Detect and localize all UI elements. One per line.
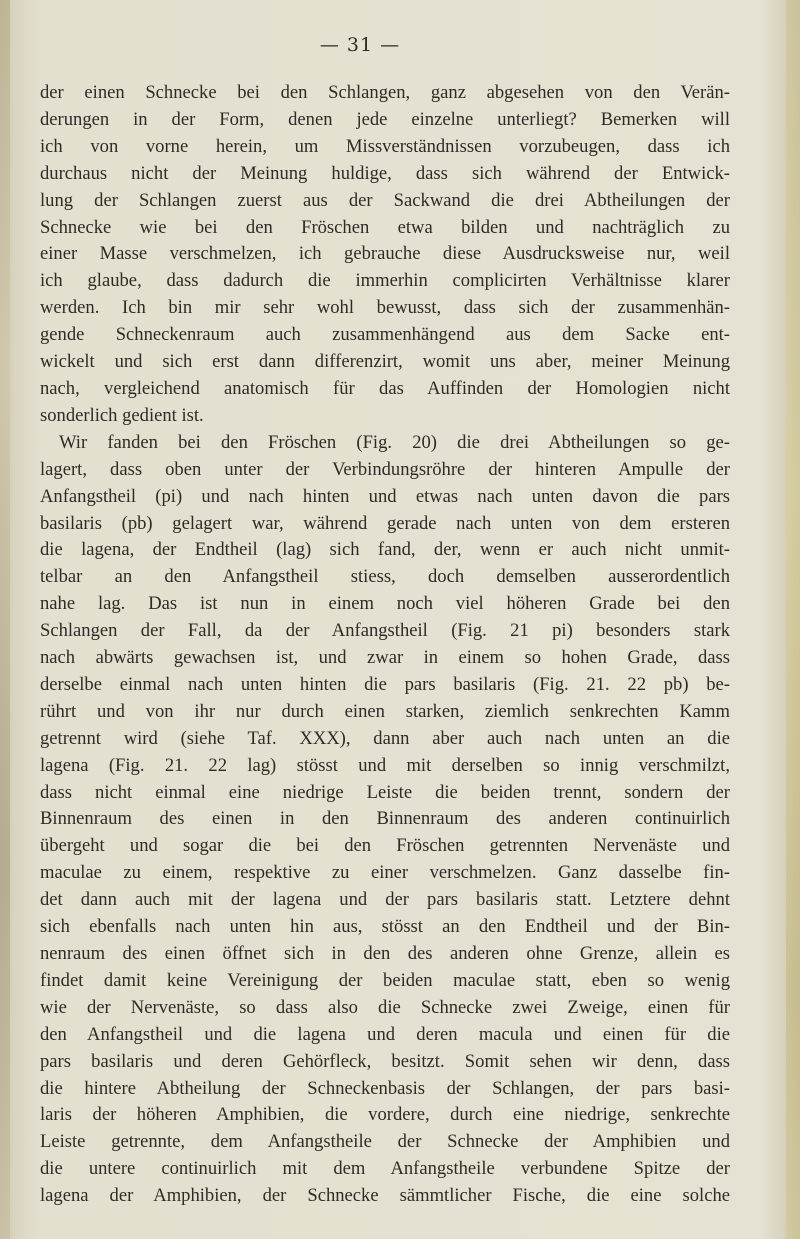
text-line: durchaus nicht der Meinung huldige, dass sich während der Entwick- [40, 162, 730, 184]
text-line: Schlangen der Fall, da der Anfangstheil (Fig. 21 pi) besonders stark [40, 620, 730, 642]
text-line: werden. Ich bin mir sehr wohl bewusst, dass sich der zusammenhän- [40, 297, 730, 319]
text-line: wickelt und sich erst dann differenzirt, womit uns aber, meiner Meinung [40, 351, 730, 373]
text-line: Schnecke wie bei den Fröschen etwa bilden und nachträglich zu [40, 216, 730, 238]
text-line: det dann auch mit der lagena und der pars basilaris statt. Letztere dehnt [40, 889, 730, 911]
text-line: lung der Schlangen zuerst aus der Sackwand die drei Abtheilungen der [40, 189, 730, 211]
text-line: gende Schneckenraum auch zusammenhängend aus dem Sacke ent- [40, 324, 730, 346]
text-line: wie der Nervenäste, so dass also die Schnecke zwei Zweige, einen für [40, 996, 730, 1018]
text-line: einer Masse verschmelzen, ich gebrauche diese Ausdrucksweise nur, weil [40, 243, 730, 265]
text-line: sonderlich gedient ist. [40, 404, 204, 426]
text-line: den Anfangstheil und die lagena und deren macula und einen für die [40, 1023, 730, 1045]
page-number: — 31 — [319, 34, 401, 56]
text-line: die hintere Abtheilung der Schneckenbasis der Schlangen, der pars basi- [40, 1077, 730, 1099]
text-line: nenraum des einen öffnet sich in den des anderen ohne Grenze, allein es [40, 943, 730, 964]
text-line: dass nicht einmal eine niedrige Leiste die beiden trennt, sondern der [40, 781, 730, 803]
text-line: Binnenraum des einen in den Binnenraum des anderen continuirlich [40, 808, 730, 830]
text-line: Anfangstheil (pi) und nach hinten und etwas nach unten davon die pars [40, 485, 730, 507]
text-line: Leiste getrennte, dem Anfangstheile der Schnecke der Amphibien und [40, 1131, 730, 1153]
text-line: sich ebenfalls nach unten hin aus, stösst an den Endtheil und der Bin- [40, 916, 730, 938]
text-line: lagena der Amphibien, der Schnecke sämmtlicher Fische, die eine solche [40, 1185, 730, 1207]
text-line: Wir fanden bei den Fröschen (Fig. 20) die drei Abtheilungen so ge- [59, 431, 730, 453]
text-line: ich glaube, dass dadurch die immerhin complicirten Verhältnisse klarer [40, 270, 730, 292]
page-edge-right [786, 0, 800, 1239]
text-line: rührt und von ihr nur durch einen starken, ziemlich senkrechten Kamm [40, 700, 730, 722]
text-line: derselbe einmal nach unten hinten die pars basilaris (Fig. 21. 22 pb) be- [40, 673, 730, 695]
text-line: übergeht und sogar die bei den Fröschen getrennten Nervenäste und [40, 835, 730, 857]
text-line: getrennt wird (siehe Taf. XXX), dann aber auch nach unten an die [40, 727, 730, 749]
text-line: nach abwärts gewachsen ist, und zwar in einem so hohen Grade, dass [40, 647, 730, 669]
text-line: basilaris (pb) gelagert war, während gerade nach unten von dem ersteren [40, 512, 730, 534]
text-line: lagert, dass oben unter der Verbindungsröhre der hinteren Ampulle der [40, 458, 730, 480]
text-line: nach, vergleichend anatomisch für das Auffinden der Homologien nicht [40, 377, 730, 399]
text-line: lagena (Fig. 21. 22 lag) stösst und mit derselben so innig verschmilzt, [40, 754, 730, 776]
text-line: maculae zu einem, respektive zu einer verschmelzen. Ganz dasselbe fin- [40, 862, 730, 884]
page-edge-left [0, 0, 10, 1239]
body-text [40, 80, 730, 1210]
text-line: findet damit keine Vereinigung der beiden maculae statt, eben so wenig [40, 969, 730, 991]
text-line: nahe lag. Das ist nun in einem noch viel höheren Grade bei den [40, 593, 730, 615]
text-line: die lagena, der Endtheil (lag) sich fand, der, wenn er auch nicht unmit- [40, 539, 730, 561]
text-line: die untere continuirlich mit dem Anfangstheile verbundene Spitze der [40, 1158, 730, 1180]
text-line: pars basilaris und deren Gehörfleck, besitzt. Somit sehen wir denn, dass [40, 1050, 730, 1072]
text-line: telbar an den Anfangstheil stiess, doch demselben ausserordentlich [40, 566, 730, 588]
text-line: der einen Schnecke bei den Schlangen, ganz abgesehen von den Verän- [40, 82, 730, 103]
text-line: laris der höheren Amphibien, die vordere, durch eine niedrige, senkrechte [40, 1104, 730, 1126]
text-line: ich von vorne herein, um Missverständnissen vorzubeugen, dass ich [40, 135, 730, 157]
text-line: derungen in der Form, denen jede einzelne unterliegt? Bemerken will [40, 108, 730, 130]
